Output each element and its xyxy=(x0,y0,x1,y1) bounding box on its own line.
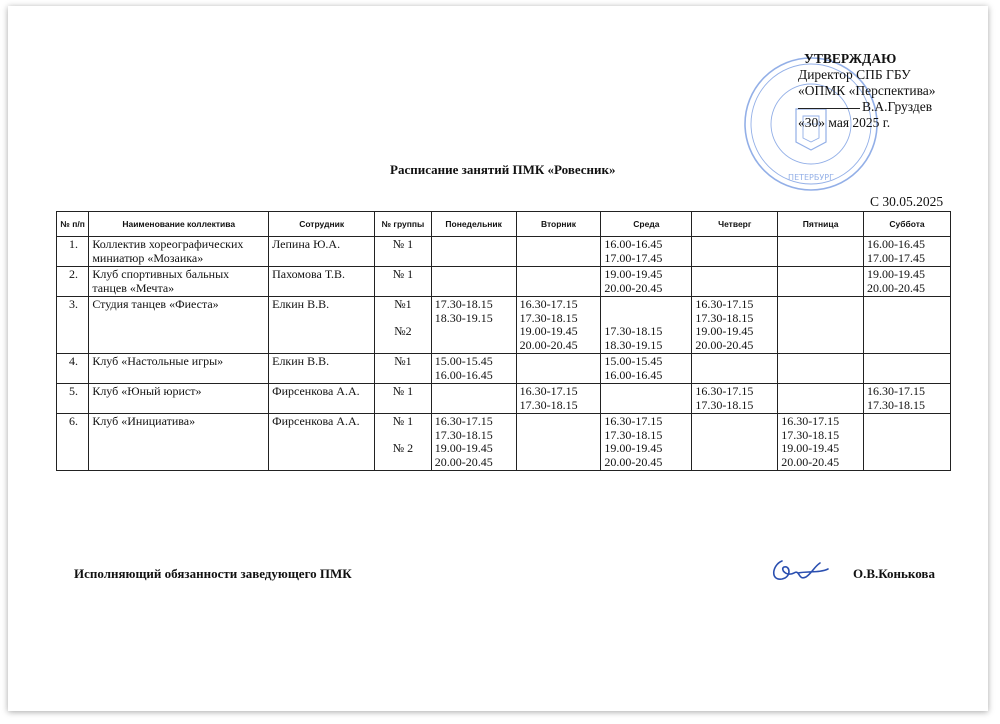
day-cell-thu xyxy=(692,237,778,267)
day-cell-thu xyxy=(692,267,778,297)
time-slot: 17.30-18.15 xyxy=(434,297,493,311)
time-slot: 17.30-18.15 xyxy=(781,427,840,442)
group-cell xyxy=(375,354,432,384)
table-row xyxy=(57,384,951,414)
column-header: Вторник xyxy=(516,212,601,237)
time-slot: 19.00-19.45 xyxy=(604,267,663,281)
day-cell-fri xyxy=(778,237,864,267)
approval-block xyxy=(798,51,936,131)
time-slot: 20.00-20.45 xyxy=(434,454,493,469)
column-header: Наименование коллектива xyxy=(89,212,269,237)
approval-date: «30» мая 2025 г. xyxy=(798,115,891,130)
column-header: № п/п xyxy=(57,212,89,237)
day-cell-tue xyxy=(516,267,601,297)
time-slot: 16.30-17.15 xyxy=(695,384,754,398)
time-slot: 17.30-18.15 xyxy=(434,427,493,442)
day-cell-mon xyxy=(431,297,516,354)
approval-director: В.А.Груздев xyxy=(798,99,936,115)
column-header: Четверг xyxy=(692,212,778,237)
group-number: № 1 xyxy=(392,237,414,251)
group-cell xyxy=(375,237,432,267)
staff-name: Елкин В.В. xyxy=(269,354,375,384)
schedule-table xyxy=(56,211,951,471)
time-slot: 15.00-15.45 xyxy=(604,354,663,368)
collective-name: Клуб «Инициатива» xyxy=(89,414,269,471)
day-cell-wed xyxy=(601,297,692,354)
day-cell-thu xyxy=(692,384,778,414)
day-cell-wed xyxy=(601,267,692,297)
time-slot xyxy=(604,312,688,326)
day-cell-fri xyxy=(778,384,864,414)
table-row xyxy=(57,297,951,354)
collective-name: Коллектив хореографических миниатюр «Мозаика» xyxy=(89,237,269,267)
row-number: 5. xyxy=(57,384,89,414)
time-slot: 17.00-17.45 xyxy=(867,250,926,265)
time-slot: 16.00-16.45 xyxy=(604,237,663,251)
day-cell-mon xyxy=(431,384,516,414)
day-cell-wed xyxy=(601,237,692,267)
group-number: № 1 xyxy=(392,267,414,281)
time-slot: 17.30-18.15 xyxy=(695,397,754,412)
collective-name: Студия танцев «Фиеста» xyxy=(89,297,269,354)
day-cell-fri xyxy=(778,267,864,297)
day-cell-fri xyxy=(778,297,864,354)
column-header: Понедельник xyxy=(431,212,516,237)
day-cell-thu xyxy=(692,297,778,354)
table-header-row xyxy=(57,212,951,237)
group-number: № 2 xyxy=(392,441,414,455)
approval-organization: «ОПМК «Перспектива» xyxy=(798,83,936,98)
time-slot: 16.00-16.45 xyxy=(867,237,926,251)
table-row xyxy=(57,267,951,297)
time-slot: 20.00-20.45 xyxy=(604,280,663,295)
time-slot: 16.30-17.15 xyxy=(519,297,578,311)
time-slot: 20.00-20.45 xyxy=(867,280,926,295)
time-slot: 16.30-17.15 xyxy=(695,297,754,311)
day-cell-tue xyxy=(516,354,601,384)
time-slot: 20.00-20.45 xyxy=(604,454,663,469)
time-slot: 18.30-19.15 xyxy=(604,337,663,352)
day-cell-sat xyxy=(864,267,951,297)
row-number: 6. xyxy=(57,414,89,471)
row-number: 3. xyxy=(57,297,89,354)
row-number: 1. xyxy=(57,237,89,267)
time-slot: 17.30-18.15 xyxy=(604,427,663,442)
time-slot: 19.00-19.45 xyxy=(781,441,840,455)
group-number: №1 xyxy=(394,297,412,311)
document-title: Расписание занятий ПМК «Ровесник» xyxy=(390,162,616,177)
day-cell-mon xyxy=(431,354,516,384)
group-cell xyxy=(375,267,432,297)
time-slot: 19.00-19.45 xyxy=(695,324,754,338)
day-cell-sat xyxy=(864,237,951,267)
group-number: № 1 xyxy=(392,414,414,428)
table-row xyxy=(57,237,951,267)
time-slot: 16.00-16.45 xyxy=(434,367,493,382)
row-number: 4. xyxy=(57,354,89,384)
staff-name: Елкин В.В. xyxy=(269,297,375,354)
table-row xyxy=(57,354,951,384)
day-cell-tue xyxy=(516,384,601,414)
time-slot: 17.30-18.15 xyxy=(867,397,926,412)
time-slot xyxy=(604,298,688,312)
time-slot: 20.00-20.45 xyxy=(781,454,840,469)
day-cell-sat xyxy=(864,354,951,384)
day-cell-sat xyxy=(864,414,951,471)
time-slot: 20.00-20.45 xyxy=(519,337,578,352)
time-slot: 16.30-17.15 xyxy=(867,384,926,398)
signatory-position: Исполняющий обязанности заведующего ПМК xyxy=(74,566,352,581)
day-cell-thu xyxy=(692,354,778,384)
collective-name: Клуб «Юный юрист» xyxy=(89,384,269,414)
time-slot: 18.30-19.15 xyxy=(434,310,493,325)
time-slot: 19.00-19.45 xyxy=(434,441,493,455)
day-cell-sat xyxy=(864,297,951,354)
staff-name: Лепина Ю.А. xyxy=(269,237,375,267)
day-cell-mon xyxy=(431,267,516,297)
day-cell-mon xyxy=(431,237,516,267)
day-cell-tue xyxy=(516,237,601,267)
time-slot: 19.00-19.45 xyxy=(604,441,663,455)
group-cell xyxy=(375,297,432,354)
collective-name: Клуб спортивных бальных танцев «Мечта» xyxy=(89,267,269,297)
table-row xyxy=(57,414,951,471)
time-slot: 16.30-17.15 xyxy=(434,414,493,428)
effective-date: С 30.05.2025 xyxy=(870,194,944,209)
time-slot: 20.00-20.45 xyxy=(695,337,754,352)
time-slot: 19.00-19.45 xyxy=(867,267,926,281)
approval-position: Директор СПБ ГБУ xyxy=(798,67,911,82)
document-page xyxy=(8,6,988,711)
row-number: 2. xyxy=(57,267,89,297)
time-slot: 17.30-18.15 xyxy=(519,310,578,325)
group-number: № 1 xyxy=(392,384,414,398)
signatory-name: О.В.Конькова xyxy=(853,566,935,581)
column-header: № группы xyxy=(375,212,432,237)
time-slot: 19.00-19.45 xyxy=(519,324,578,338)
approval-title: УТВЕРЖДАЮ xyxy=(804,51,897,66)
group-cell xyxy=(375,384,432,414)
svg-text:ПЕТЕРБУРГ: ПЕТЕРБУРГ xyxy=(788,173,834,182)
day-cell-wed xyxy=(601,384,692,414)
group-number: №2 xyxy=(394,324,412,338)
collective-name: Клуб «Настольные игры» xyxy=(89,354,269,384)
day-cell-mon xyxy=(431,414,516,471)
staff-name: Пахомова Т.В. xyxy=(269,267,375,297)
time-slot: 17.30-18.15 xyxy=(519,397,578,412)
day-cell-tue xyxy=(516,414,601,471)
day-cell-fri xyxy=(778,414,864,471)
column-header: Пятница xyxy=(778,212,864,237)
staff-name: Фирсенкова А.А. xyxy=(269,384,375,414)
group-number xyxy=(378,312,428,326)
time-slot: 17.30-18.15 xyxy=(604,324,663,338)
day-cell-wed xyxy=(601,414,692,471)
time-slot: 16.30-17.15 xyxy=(604,414,663,428)
group-number: №1 xyxy=(394,354,412,368)
time-slot: 16.30-17.15 xyxy=(781,414,840,428)
time-slot: 16.00-16.45 xyxy=(604,367,663,382)
column-header: Суббота xyxy=(864,212,951,237)
column-header: Среда xyxy=(601,212,692,237)
time-slot: 16.30-17.15 xyxy=(519,384,578,398)
group-cell xyxy=(375,414,432,471)
day-cell-tue xyxy=(516,297,601,354)
time-slot: 17.00-17.45 xyxy=(604,250,663,265)
day-cell-wed xyxy=(601,354,692,384)
handwritten-signature xyxy=(768,551,838,587)
column-header: Сотрудник xyxy=(269,212,375,237)
day-cell-fri xyxy=(778,354,864,384)
day-cell-sat xyxy=(864,384,951,414)
staff-name: Фирсенкова А.А. xyxy=(269,414,375,471)
time-slot: 15.00-15.45 xyxy=(434,354,493,368)
group-number xyxy=(378,429,428,443)
time-slot: 17.30-18.15 xyxy=(695,310,754,325)
day-cell-thu xyxy=(692,414,778,471)
